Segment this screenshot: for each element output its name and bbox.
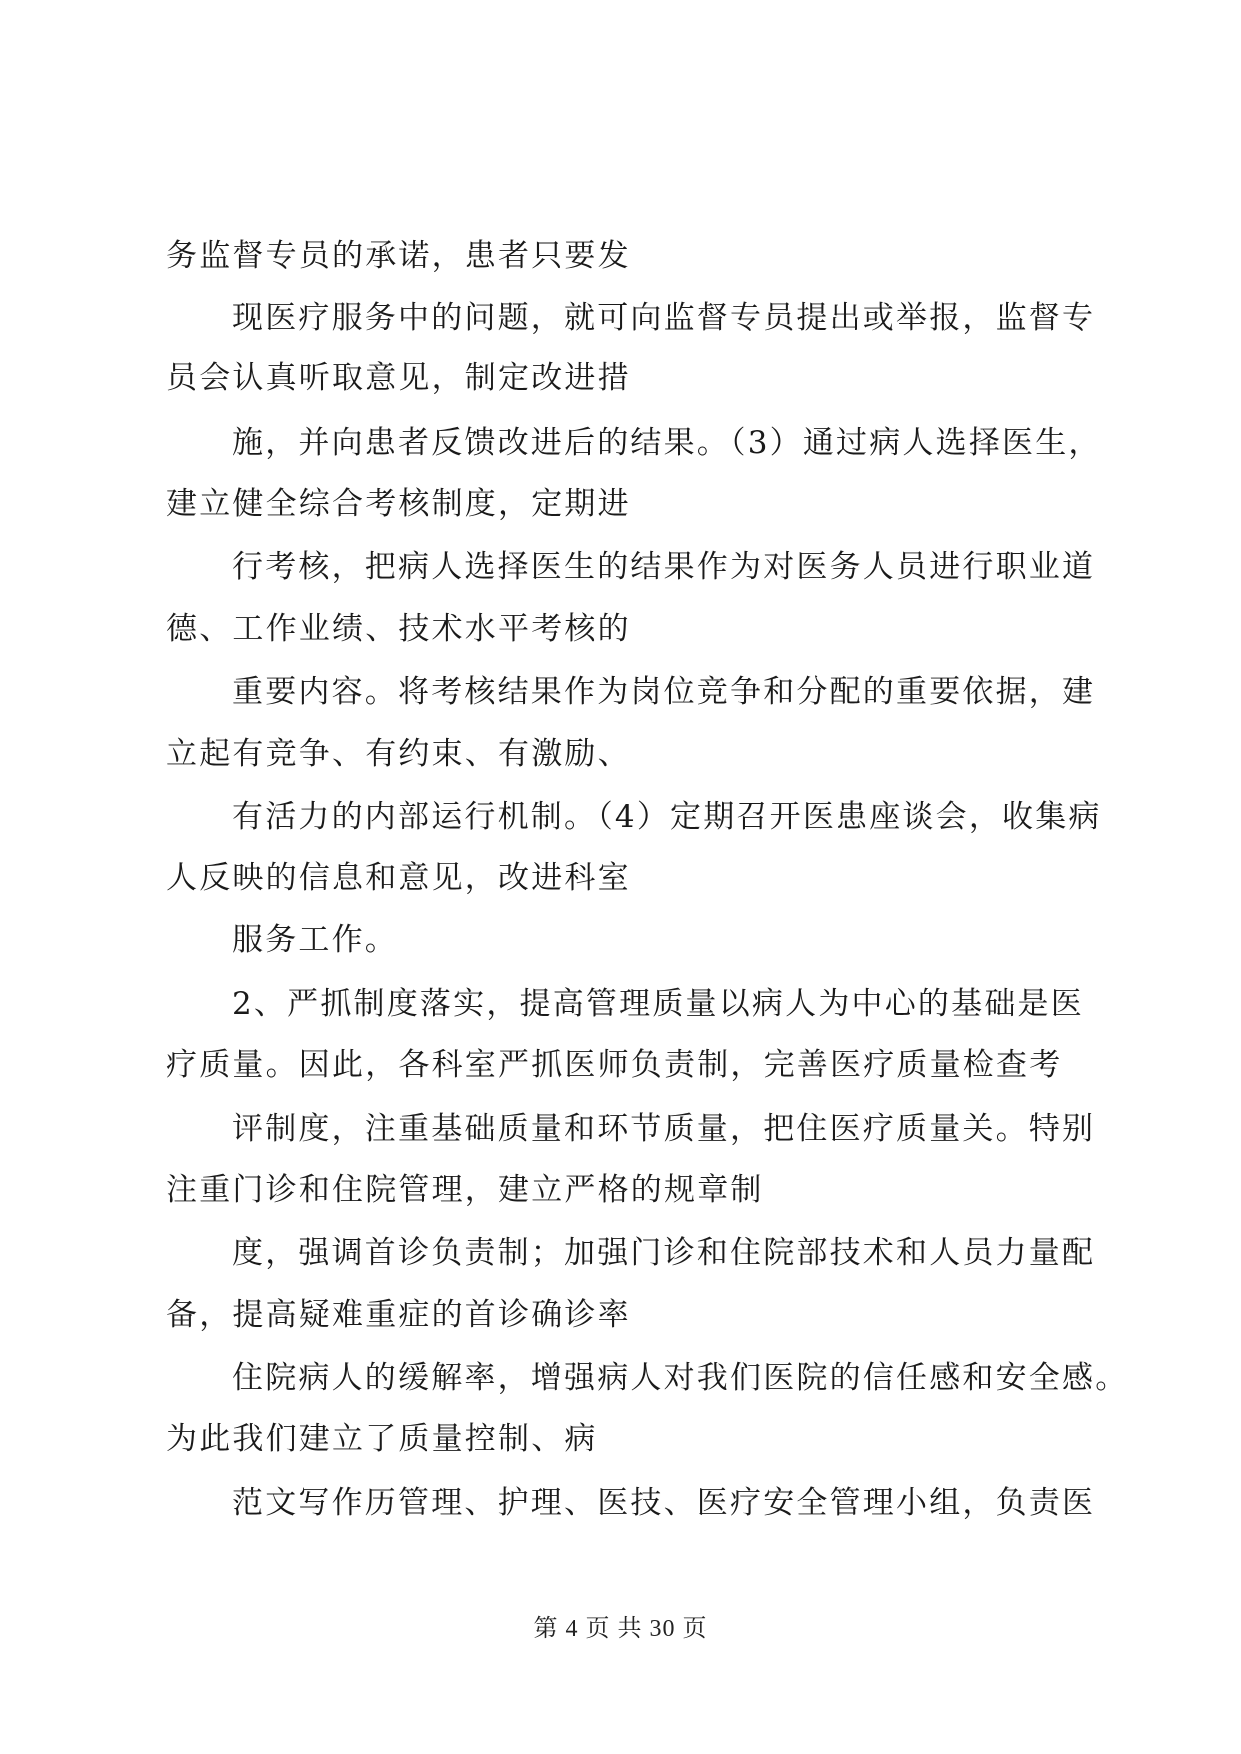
text-line-20: 为此我们建立了质量控制、病 <box>166 1421 598 1457</box>
text-line-19: 住院病人的缓解率，增强病人对我们医院的信任感和安全感。 <box>232 1360 1129 1396</box>
page-number-footer: 第 4 页 共 30 页 <box>533 1616 708 1642</box>
text-line-6: 行考核，把病人选择医生的结果作为对医务人员进行职业道 <box>232 549 1096 585</box>
text-line-17: 度，强调首诊负责制；加强门诊和住院部技术和人员力量配 <box>232 1235 1096 1271</box>
text-line-8: 重要内容。将考核结果作为岗位竞争和分配的重要依据，建 <box>232 674 1096 710</box>
text-line-5: 建立健全综合考核制度，定期进 <box>166 486 631 522</box>
text-line-18: 备，提高疑难重症的首诊确诊率 <box>166 1297 631 1333</box>
text-line-12: 服务工作。 <box>232 922 398 958</box>
text-line-14: 疗质量。因此，各科室严抓医师负责制，完善医疗质量检查考 <box>166 1047 1063 1083</box>
text-line-9: 立起有竞争、有约束、有激励、 <box>166 736 631 772</box>
text-line-10: 有活力的内部运行机制。（4）定期召开医患座谈会，收集病 <box>232 799 1102 835</box>
text-line-13: 2、严抓制度落实，提高管理质量以病人为中心的基础是医 <box>232 986 1084 1022</box>
text-line-11: 人反映的信息和意见，改进科室 <box>166 860 631 896</box>
text-line-21: 范文写作历管理、护理、医技、医疗安全管理小组，负责医 <box>232 1485 1096 1521</box>
text-line-2: 现医疗服务中的问题，就可向监督专员提出或举报，监督专 <box>232 300 1096 336</box>
text-line-3: 员会认真听取意见，制定改进措 <box>166 360 631 396</box>
text-line-16: 注重门诊和住院管理，建立严格的规章制 <box>166 1172 764 1208</box>
text-line-7: 德、工作业绩、技术水平考核的 <box>166 611 631 647</box>
text-line-1: 务监督专员的承诺，患者只要发 <box>166 238 631 274</box>
text-line-4: 施，并向患者反馈改进后的结果。（3）通过病人选择医生， <box>232 425 1102 461</box>
text-line-15: 评制度，注重基础质量和环节质量，把住医疗质量关。特别 <box>232 1111 1096 1147</box>
